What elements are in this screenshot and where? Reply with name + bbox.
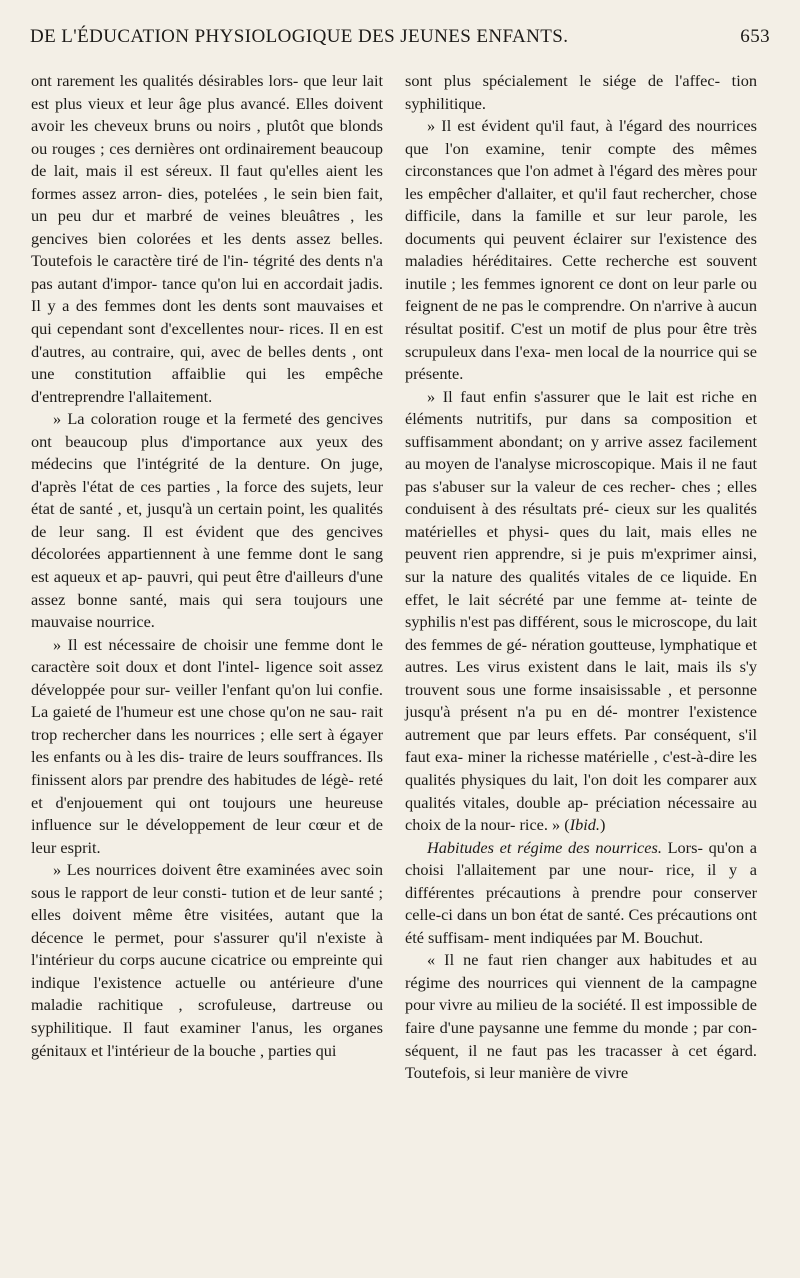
paragraph: ont rarement les qualités désirables lors- que leur lait est plus vieux et leur âge plus avancé. Elles doivent avoir les cheveux bruns ou noirs , plutôt que blonds ou rouges ; ces dernières ont ordinairement beaucoup de lait, mais il est séreux. Il faut qu'elles aient les formes assez arron- dies, potelées , le sein bien fait, un peu dur et marbré de veines bleuâtres , les gencives bien colorées et les dents assez belles. Toutefois le caractère tiré de l'in- tégrité des dents n'a pas autant d'impor- tance qu'on lui en accordait jadis. Il y a des femmes dont les dents sont mauvaises et qui cependant sont d'excellentes nour- rices. Il en est d'autres, au contraire, qui, avec de belles dents , ont une constitution affaiblie qui les empêche d'entreprendre l'allaitement. bbox=[31, 71, 383, 406]
paragraph: » Les nourrices doivent être examinées avec soin sous le rapport de leur consti- tution et de leur santé ; elles doivent même être visitées, autant que la décence le permet, pour s'assurer qu'il n'existe à l'intérieur du corps aucune cicatrice ou empreinte qui indique l'existence actuelle ou antérieure d'une maladie rachitique , scrofuleuse, dartreuse ou syphilitique. Il faut examiner l'anus, les organes génitaux et l'intérieur de la bouche , parties qui bbox=[31, 860, 383, 1060]
paragraph: » Il est évident qu'il faut, à l'égard des nourrices que l'on examine, tenir compte des mêmes circonstances que l'on admet à l'égard des mères pour les empêcher d'allaiter, et qu'il faut rechercher, chose difficile, dans la famille et sur leur parole, les documents qui peuvent éclairer sur l'existence des maladies héréditaires. Cette recherche est souvent inutile ; les femmes ignorent ce dont on leur parle ou feignent de ne pas le comprendre. On n'arrive à aucun résultat positif. C'est un motif de plus pour être très scrupuleux dans l'exa- men local de la nourrice qui se présente. bbox=[405, 116, 757, 384]
paragraph-text: Lors- qu'on a choisi l'allaitement par une nour- rice, il y a différentes précautions à prendre pour conserver celle-ci dans un bon état de santé. Ces précautions ont été suffisam- ment indiquées par M. Bouchut. bbox=[405, 837, 757, 947]
section-paragraph bbox=[405, 837, 757, 950]
paragraph-text: » Il faut enfin s'assurer que le lait est riche en éléments nutritifs, pur dans sa composition et suffisamment abondant; on y arrive assez facilement au moyen de l'analyse microscopique. Mais il ne faut pas s'abuser sur la valeur de ces recher- ches ; elles conduisent à des résultats pré- cieux sur les qualités matérielles et physi- ques du lait, mais elles ne peuvent rien apprendre, si je puis m'exprimer ainsi, sur la nature des qualités vitales de ce liquide. En effet, le lait sécrété par une femme at- teinte de syphilis n'est pas différent, sous le microscope, du lait des femmes de gé- nération goutteuse, lymphatique et autres. Les virus existent dans le lait, mais ils s'y trouvent sous une forme insaisissable , et personne jusqu'à présent n'a pu en dé- montrer l'existence autrement que par leurs effets. Par conséquent, s'il faut exa- miner la richesse matérielle , c'est-à-dire les qualités physiques du lait, l'on doit les comparer aux qualités vitales, double ap- préciation nécessaire au choix de la nour- rice. » ( bbox=[405, 386, 757, 835]
page-header bbox=[30, 26, 770, 58]
running-title: DE L'ÉDUCATION PHYSIOLOGIQUE DES JEUNES ENFANTS. bbox=[30, 26, 569, 47]
paragraph: « Il ne faut rien changer aux habitudes et au régime des nourrices qui viennent de la campagne pour vivre au milieu de la société. Il est impossible de faire d'une paysanne une femme du monde ; par con- séquent, il ne faut pas les tracasser à cet égard. Toutefois, si leur manière de vivre bbox=[405, 950, 757, 1083]
paragraph: » Il est nécessaire de choisir une femme dont le caractère soit doux et dont l'intel- ligence soit assez développée pour sur- veiller l'enfant qu'on lui confie. La gaieté de l'humeur est une chose qu'on ne sau- rait trop rechercher dans les nourrices ; elle sert à égayer les enfants ou à les dis- traire de leurs souffrances. Ils finissent alors par prendre des habitudes de légè- reté et d'enjouement qui ont toujours une heureuse influence sur le développement de leur cœur et de leur esprit. bbox=[31, 634, 383, 857]
left-column bbox=[31, 70, 383, 1062]
closing-paren: ) bbox=[599, 815, 606, 835]
page-number: 653 bbox=[740, 26, 770, 47]
section-heading: Habitudes et régime des nourrices. bbox=[427, 837, 662, 857]
right-column bbox=[405, 70, 757, 1085]
ibid-reference: Ibid. bbox=[569, 815, 600, 835]
paragraph bbox=[405, 386, 757, 837]
paragraph: sont plus spécialement le siége de l'affec- tion syphilitique. bbox=[405, 71, 757, 113]
paragraph: » La coloration rouge et la fermeté des gencives ont beaucoup plus d'importance aux yeux des médecins que l'intégrité de la denture. On juge, d'après l'état de ces parties , la force des sujets, leur état de santé , et, jusqu'à un certain point, les qualités de leur sang. Il est évident que des gencives décolorées appartiennent à une femme dont le sang est aqueux et ap- pauvri, qui peut être d'ailleurs d'une assez bonne santé, mais qui sera toujours une mauvaise nourrice. bbox=[31, 409, 383, 632]
